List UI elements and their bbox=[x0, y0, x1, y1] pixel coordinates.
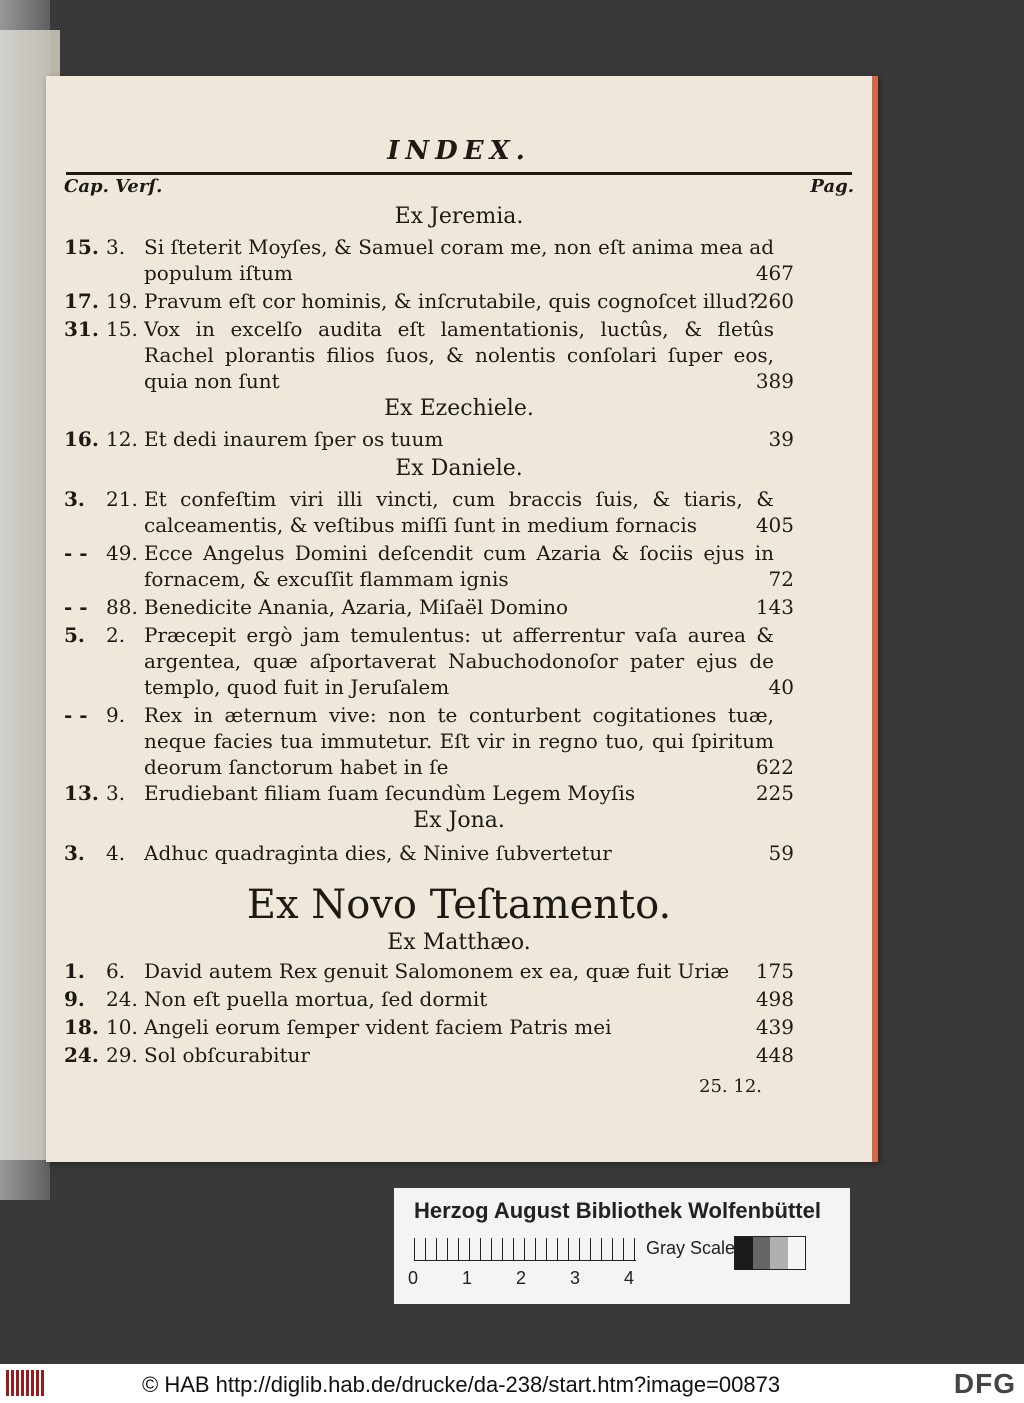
entry-verse: 4. bbox=[106, 841, 126, 865]
ruler-label: 2 bbox=[516, 1268, 527, 1288]
ruler-label: 0 bbox=[408, 1268, 419, 1288]
gray-swatch bbox=[753, 1237, 771, 1269]
entry-text: Præcepit ergò jam temulentus: ut afferrentur vaſa aurea & argentea, quæ aſportaverat Nabuchodonoſor pater ejus de templo, quod fuit in Jeruſalem bbox=[144, 623, 774, 699]
entry-page: 40 bbox=[768, 675, 794, 699]
entry-chapter: 17. bbox=[64, 289, 99, 313]
gray-scale-label: Gray Scale bbox=[646, 1238, 736, 1258]
entry-verse: 12. bbox=[106, 427, 138, 451]
entry-chapter: 3. bbox=[64, 841, 85, 865]
gray-swatch bbox=[735, 1237, 753, 1269]
entry-text: Adhuc quadraginta dies, & Ninive ſubvertetur bbox=[144, 841, 612, 865]
entry-page: 448 bbox=[755, 1043, 794, 1067]
entry-verse: 24. bbox=[106, 987, 138, 1011]
gray-scale-swatches bbox=[734, 1236, 806, 1270]
catchword: 25. 12. bbox=[699, 1076, 762, 1097]
entry-text: Ecce Angelus Domini deſcendit cum Azaria & ſociis ejus in fornacem, & excuſſit flammam ignis bbox=[144, 541, 774, 591]
index-entry bbox=[64, 540, 794, 592]
new-testament-title: Ex Novo Teſtamento. bbox=[246, 882, 672, 928]
index-entry bbox=[64, 1014, 794, 1040]
entry-page: 72 bbox=[768, 567, 794, 591]
entry-verse: 10. bbox=[106, 1015, 138, 1039]
entry-verse: 3. bbox=[106, 235, 126, 259]
index-entry bbox=[64, 780, 794, 806]
viewer-footer bbox=[0, 1364, 1024, 1403]
section-heading-daniele: Ex Daniele. bbox=[395, 456, 523, 481]
entry-verse: 19. bbox=[106, 289, 138, 313]
entry-page: 143 bbox=[755, 595, 794, 619]
index-entry bbox=[64, 316, 794, 394]
gray-swatch bbox=[788, 1237, 806, 1269]
entry-chapter: - - bbox=[64, 595, 88, 619]
entry-verse: 3. bbox=[106, 781, 126, 805]
entry-text: Angeli eorum ſemper vident faciem Patris mei bbox=[144, 1015, 612, 1039]
index-entry bbox=[64, 234, 794, 286]
entry-page: 59 bbox=[768, 841, 794, 865]
entry-chapter: 15. bbox=[64, 235, 99, 259]
section-heading-ezechiele: Ex Ezechiele. bbox=[384, 396, 534, 421]
entry-chapter: 9. bbox=[64, 987, 85, 1011]
copyright-url[interactable]: © HAB http://diglib.hab.de/drucke/da-238/start.htm?image=00873 bbox=[142, 1372, 781, 1397]
entry-text: Benedicite Anania, Azaria, Miſaël Domino bbox=[144, 595, 569, 619]
ruler-label: 4 bbox=[624, 1268, 635, 1288]
entry-page: 389 bbox=[755, 369, 794, 393]
plastic-sleeve bbox=[0, 0, 50, 1200]
entry-page: 175 bbox=[755, 959, 794, 983]
index-entry bbox=[64, 958, 794, 984]
column-head-left: Cap. Verſ. bbox=[64, 176, 163, 197]
entry-chapter: 24. bbox=[64, 1043, 99, 1067]
header-rule bbox=[66, 172, 852, 175]
index-entry bbox=[64, 840, 794, 866]
entry-page: 225 bbox=[755, 781, 794, 805]
entry-chapter: 5. bbox=[64, 623, 85, 647]
entry-verse: 29. bbox=[106, 1043, 138, 1067]
entry-chapter: 1. bbox=[64, 959, 85, 983]
running-head: INDEX. bbox=[387, 136, 531, 166]
entry-page: 39 bbox=[768, 427, 794, 451]
gray-swatch bbox=[770, 1237, 788, 1269]
entry-chapter: - - bbox=[64, 703, 88, 727]
dfg-logo: DFG bbox=[953, 1368, 1016, 1399]
entry-verse: 15. bbox=[106, 317, 138, 341]
entry-verse: 88. bbox=[106, 595, 138, 619]
entry-text: Erudiebant filiam ſuam ſecundùm Legem Moyſis bbox=[144, 781, 636, 805]
entry-verse: 6. bbox=[106, 959, 126, 983]
index-entry bbox=[64, 622, 794, 700]
index-entry bbox=[64, 702, 794, 780]
index-entry bbox=[64, 426, 794, 452]
entry-page: 467 bbox=[755, 261, 794, 285]
index-entry bbox=[64, 986, 794, 1012]
index-entry bbox=[64, 288, 794, 314]
column-head-right: Pag. bbox=[810, 176, 854, 197]
entry-text: David autem Rex genuit Salomonem ex ea, quæ fuit Uriæ bbox=[144, 959, 730, 983]
entry-verse: 9. bbox=[106, 703, 126, 727]
ruler-label: 1 bbox=[462, 1268, 473, 1288]
entry-chapter: 31. bbox=[64, 317, 99, 341]
index-entry bbox=[64, 486, 794, 538]
entry-text: Et dedi inaurem ſper os tuum bbox=[144, 427, 444, 451]
section-heading-jeremia: Ex Jeremia. bbox=[394, 204, 524, 229]
library-color-card bbox=[394, 1188, 850, 1304]
entry-verse: 21. bbox=[106, 487, 138, 511]
entry-page: 498 bbox=[755, 987, 794, 1011]
entry-page: 260 bbox=[755, 289, 794, 313]
entry-page: 439 bbox=[755, 1015, 794, 1039]
hab-logo-icon bbox=[6, 1370, 46, 1396]
entry-page: 622 bbox=[755, 755, 794, 779]
entry-text: Si ſteterit Moyſes, & Samuel coram me, non eſt anima mea ad populum iſtum bbox=[144, 235, 774, 285]
entry-chapter: 3. bbox=[64, 487, 85, 511]
scale-ruler bbox=[414, 1238, 636, 1261]
entry-chapter: - - bbox=[64, 541, 88, 565]
entry-text: Sol obſcurabitur bbox=[144, 1043, 310, 1067]
entry-chapter: 18. bbox=[64, 1015, 99, 1039]
library-name: Herzog August Bibliothek Wolfenbüttel bbox=[414, 1198, 821, 1223]
entry-text: Non eſt puella mortua, ſed dormit bbox=[144, 987, 488, 1011]
section-heading-matthaeo: Ex Matthæo. bbox=[387, 930, 531, 955]
book-page bbox=[46, 76, 878, 1162]
entry-verse: 2. bbox=[106, 623, 126, 647]
index-entry bbox=[64, 594, 794, 620]
entry-text: Rex in æternum vive: non te conturbent cogitationes tuæ, neque facies tua immutetur. Eſt vir in regno tuo, qui ſpiritum deorum ſanctorum habet in ſe bbox=[144, 703, 774, 779]
entry-text: Vox in excelſo audita eſt lamentationis, luctûs, & fletûs Rachel plorantis filios ſuos, & nolentis conſolari ſuper eos, quia non ſunt bbox=[144, 317, 774, 393]
section-heading-jona: Ex Jona. bbox=[413, 808, 505, 833]
entry-verse: 49. bbox=[106, 541, 138, 565]
ruler-label: 3 bbox=[570, 1268, 581, 1288]
entry-chapter: 13. bbox=[64, 781, 99, 805]
entry-text: Et confeſtim viri illi vincti, cum braccis ſuis, & tiaris, & calceamentis, & veſtibus miſſi ſunt in medium fornacis bbox=[144, 487, 774, 537]
entry-page: 405 bbox=[755, 513, 794, 537]
entry-chapter: 16. bbox=[64, 427, 99, 451]
entry-text: Pravum eſt cor hominis, & inſcrutabile, quis cognoſcet illud? bbox=[144, 289, 759, 313]
index-entry bbox=[64, 1042, 794, 1068]
